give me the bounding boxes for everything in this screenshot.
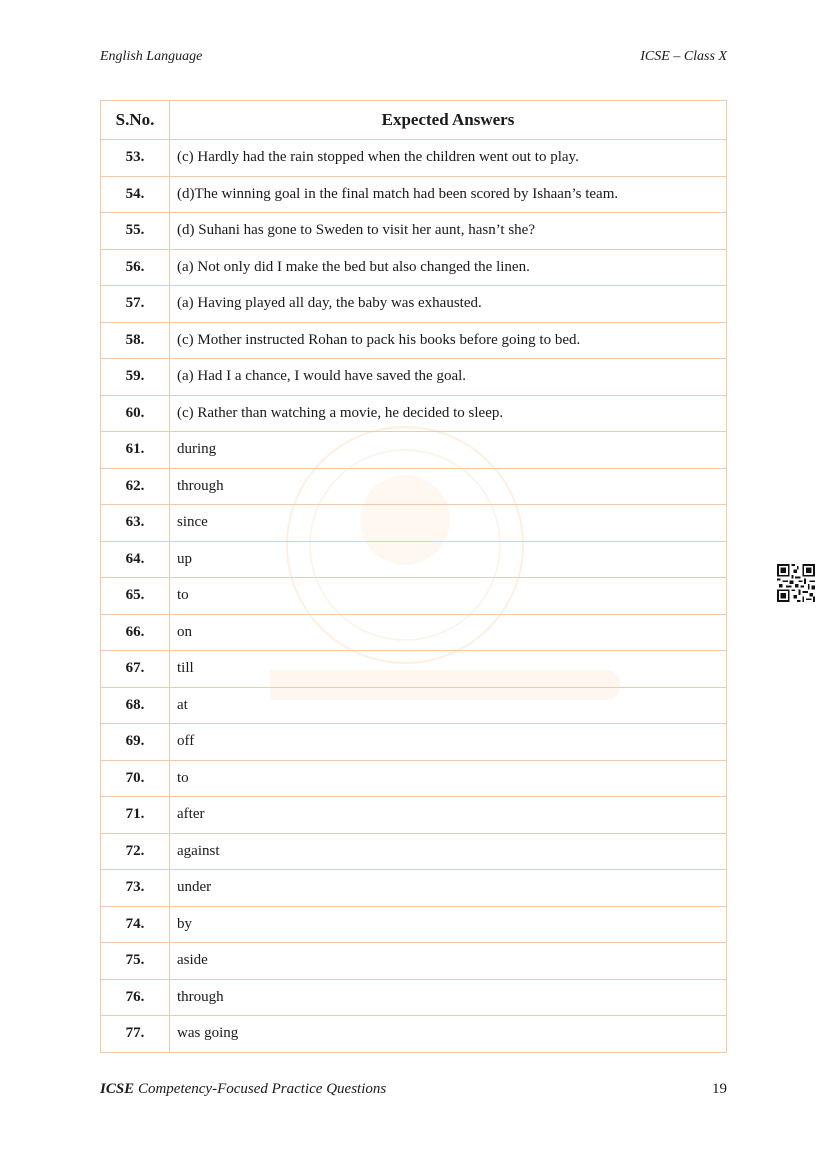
row-answer: under <box>170 870 727 907</box>
row-number: 59. <box>101 359 170 396</box>
table-row <box>101 760 727 797</box>
table-row <box>101 395 727 432</box>
row-number: 57. <box>101 286 170 323</box>
row-answer: since <box>170 505 727 542</box>
table-row <box>101 286 727 323</box>
row-number: 76. <box>101 979 170 1016</box>
footer-title <box>100 1081 386 1098</box>
row-number: 64. <box>101 541 170 578</box>
table-row <box>101 359 727 396</box>
row-answer: on <box>170 614 727 651</box>
column-header-answers: Expected Answers <box>170 101 727 140</box>
table-row <box>101 505 727 542</box>
table-row <box>101 176 727 213</box>
row-number: 72. <box>101 833 170 870</box>
row-answer: till <box>170 651 727 688</box>
row-answer: was going <box>170 1016 727 1053</box>
row-number: 73. <box>101 870 170 907</box>
row-answer: (a) Having played all day, the baby was exhausted. <box>170 286 727 323</box>
table-row <box>101 213 727 250</box>
row-number: 66. <box>101 614 170 651</box>
row-answer: (d)The winning goal in the final match had been scored by Ishaan’s team. <box>170 176 727 213</box>
table-row <box>101 140 727 177</box>
header-class: ICSE – Class X <box>640 49 727 64</box>
row-answer: off <box>170 724 727 761</box>
row-number: 56. <box>101 249 170 286</box>
table-row <box>101 906 727 943</box>
table-row <box>101 833 727 870</box>
row-number: 77. <box>101 1016 170 1053</box>
row-answer: after <box>170 797 727 834</box>
row-number: 63. <box>101 505 170 542</box>
row-answer: (c) Hardly had the rain stopped when the children went out to play. <box>170 140 727 177</box>
row-answer: (a) Not only did I make the bed but also changed the linen. <box>170 249 727 286</box>
row-answer: through <box>170 979 727 1016</box>
row-answer: against <box>170 833 727 870</box>
table-row <box>101 979 727 1016</box>
row-answer: (a) Had I a chance, I would have saved the goal. <box>170 359 727 396</box>
table-row <box>101 651 727 688</box>
row-number: 61. <box>101 432 170 469</box>
row-answer: to <box>170 760 727 797</box>
row-number: 54. <box>101 176 170 213</box>
row-number: 55. <box>101 213 170 250</box>
row-answer: up <box>170 541 727 578</box>
row-answer: (c) Mother instructed Rohan to pack his books before going to bed. <box>170 322 727 359</box>
row-answer: through <box>170 468 727 505</box>
table-row <box>101 468 727 505</box>
row-number: 75. <box>101 943 170 980</box>
qr-code-icon[interactable] <box>777 564 815 602</box>
table-row <box>101 724 727 761</box>
row-number: 62. <box>101 468 170 505</box>
row-answer: to <box>170 578 727 615</box>
row-answer: (c) Rather than watching a movie, he decided to sleep. <box>170 395 727 432</box>
table-header-row <box>101 101 727 140</box>
table-row <box>101 943 727 980</box>
row-number: 65. <box>101 578 170 615</box>
table-row <box>101 870 727 907</box>
row-number: 53. <box>101 140 170 177</box>
row-answer: during <box>170 432 727 469</box>
row-number: 69. <box>101 724 170 761</box>
row-number: 74. <box>101 906 170 943</box>
table-row <box>101 541 727 578</box>
table-row <box>101 578 727 615</box>
row-number: 67. <box>101 651 170 688</box>
row-number: 60. <box>101 395 170 432</box>
table-row <box>101 687 727 724</box>
row-number: 70. <box>101 760 170 797</box>
table-row <box>101 797 727 834</box>
footer-title-text: Competency-Focused Practice Questions <box>134 1081 387 1097</box>
row-number: 68. <box>101 687 170 724</box>
row-answer: (d) Suhani has gone to Sweden to visit her aunt, hasn’t she? <box>170 213 727 250</box>
footer-brand: ICSE <box>100 1081 135 1097</box>
row-answer: at <box>170 687 727 724</box>
row-answer: aside <box>170 943 727 980</box>
table-row <box>101 432 727 469</box>
expected-answers-table <box>100 100 727 1053</box>
table-row <box>101 1016 727 1053</box>
table-row <box>101 322 727 359</box>
table-row <box>101 249 727 286</box>
header-subject: English Language <box>100 49 203 64</box>
row-answer: by <box>170 906 727 943</box>
table-row <box>101 614 727 651</box>
row-number: 71. <box>101 797 170 834</box>
page-number: 19 <box>712 1081 727 1097</box>
column-header-sno: S.No. <box>101 101 170 140</box>
row-number: 58. <box>101 322 170 359</box>
